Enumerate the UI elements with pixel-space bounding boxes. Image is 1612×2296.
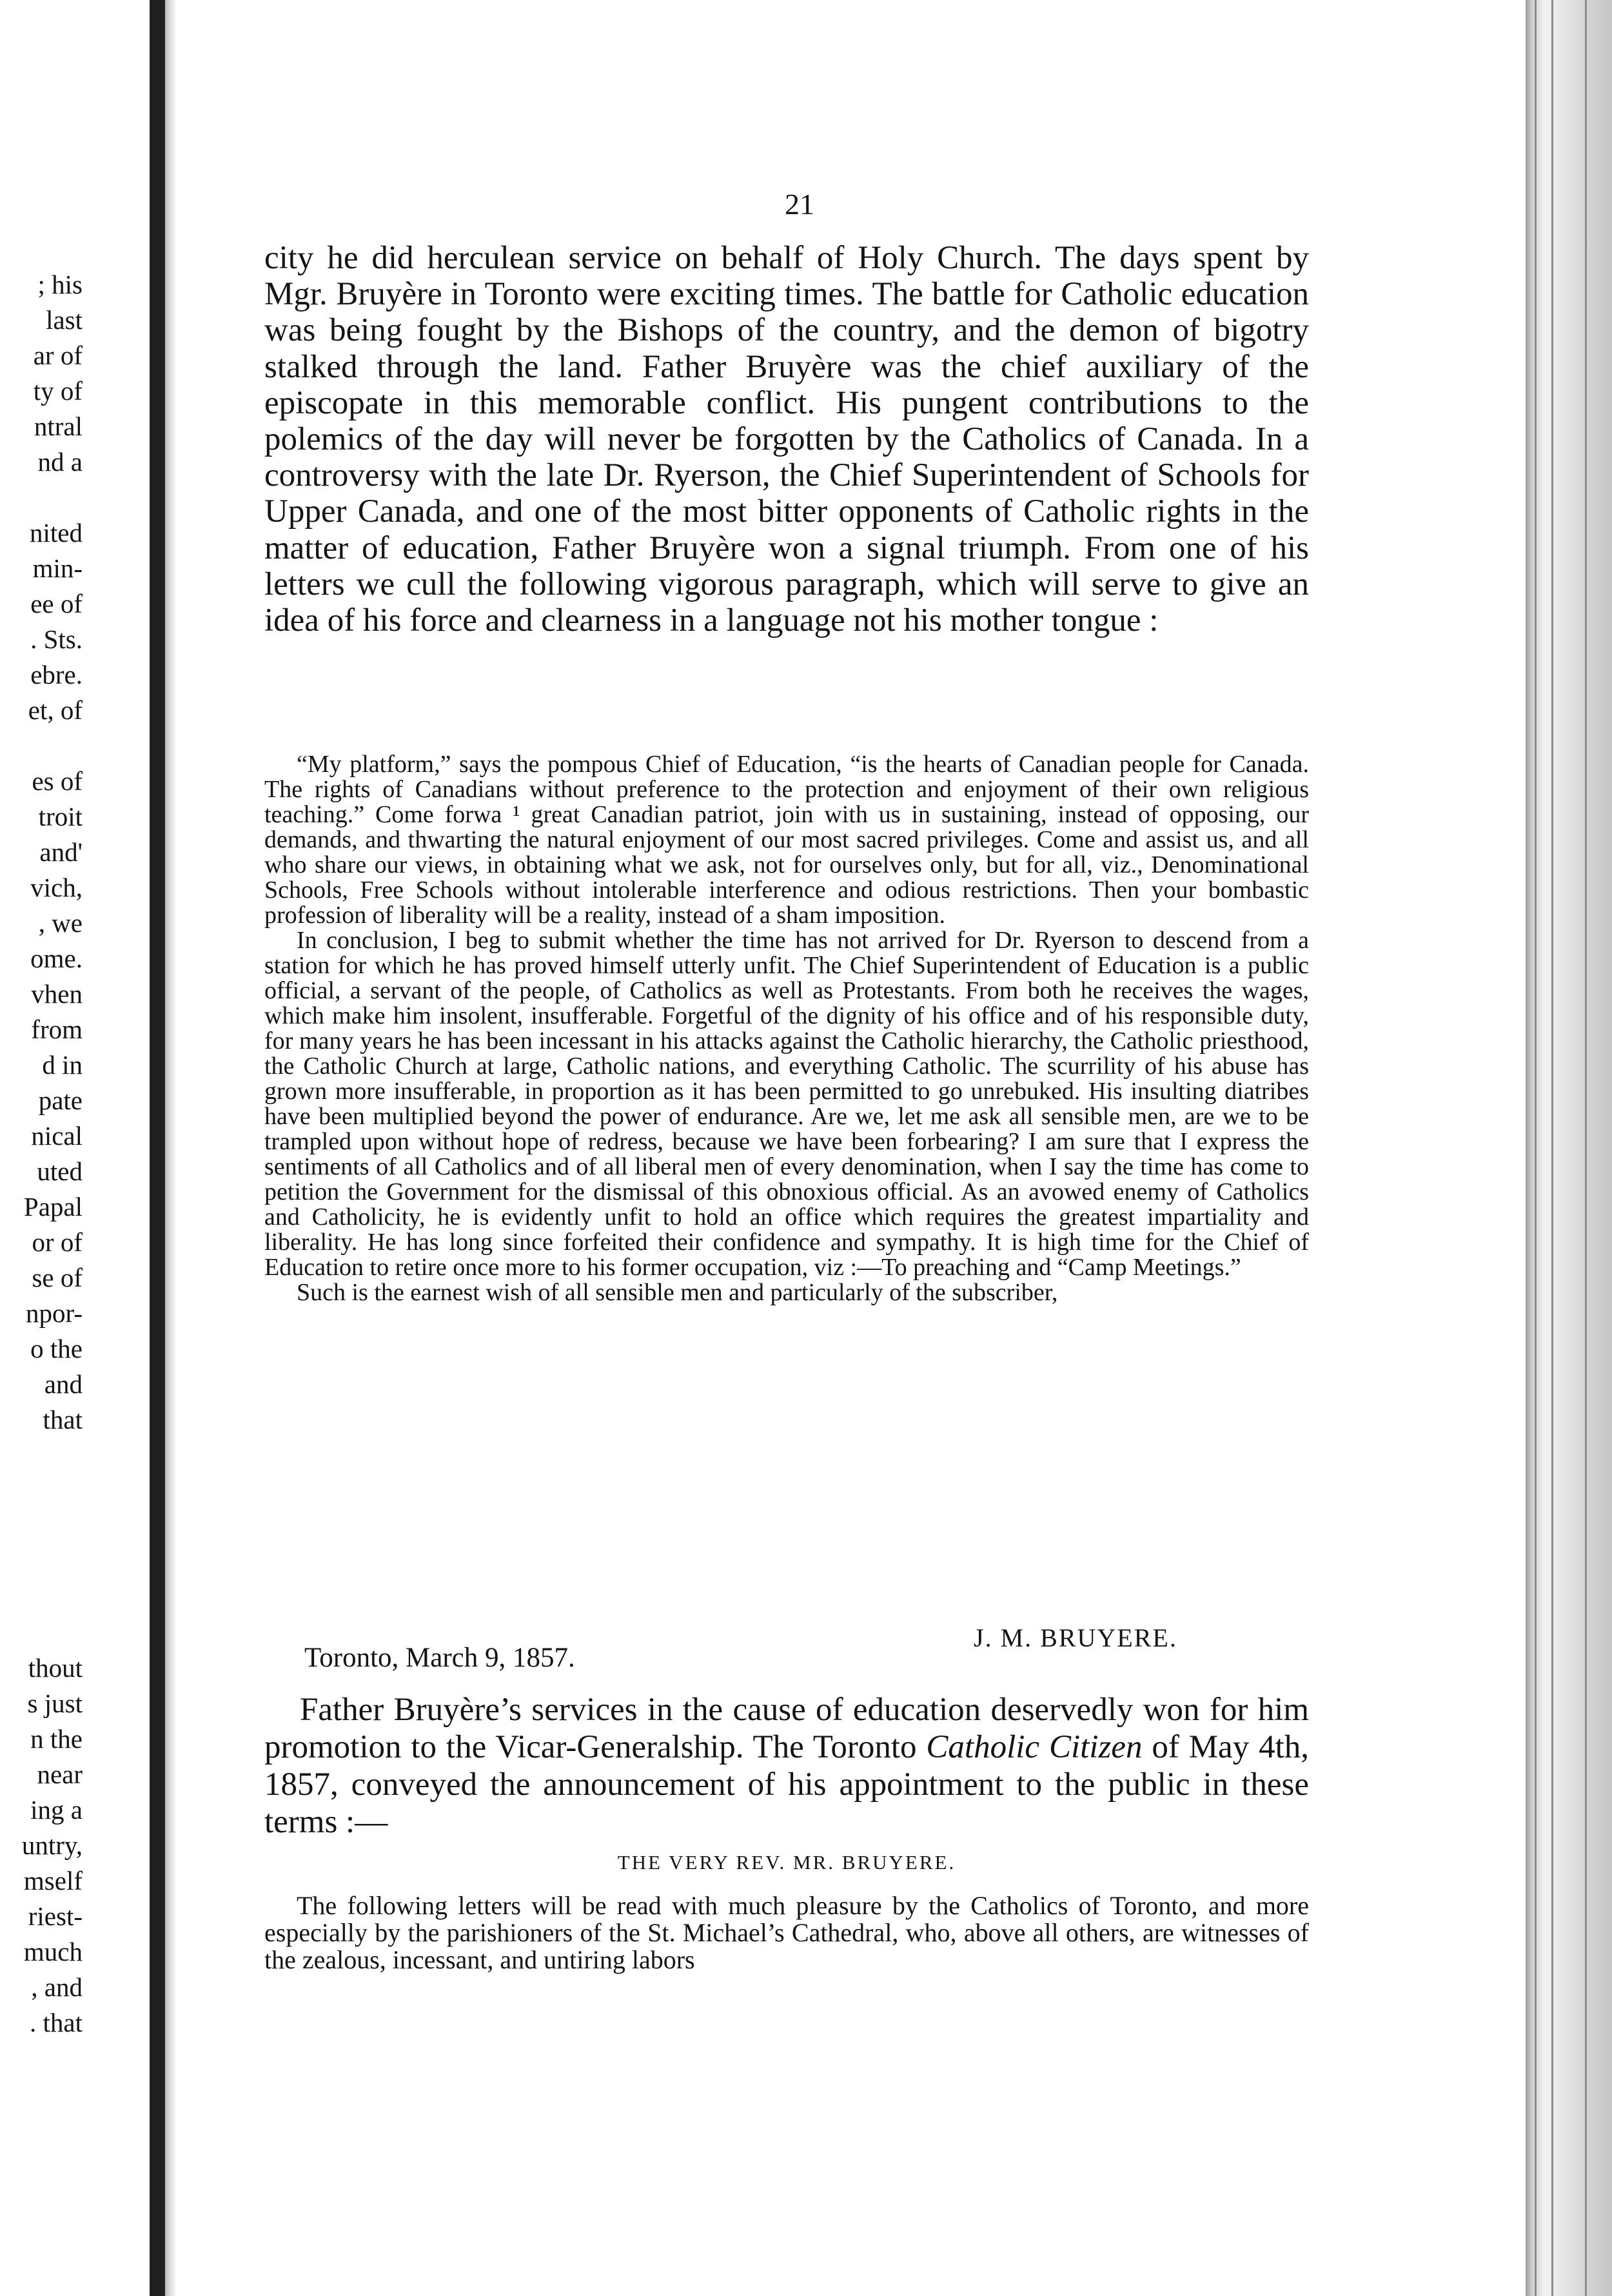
section-heading: THE VERY REV. MR. BRUYERE. bbox=[617, 1851, 956, 1874]
facing-page-line bbox=[0, 1438, 83, 1473]
facing-page-line bbox=[0, 480, 83, 515]
facing-page-line: untry, bbox=[21, 1830, 83, 1860]
facing-page-line: . that bbox=[30, 2008, 83, 2037]
newspaper-title: Catholic Citizen bbox=[926, 1729, 1143, 1765]
gutter-shadow bbox=[165, 0, 177, 2296]
page-edge bbox=[1526, 0, 1612, 2296]
facing-page-line: d in bbox=[42, 1050, 83, 1080]
facing-page-line: from bbox=[31, 1014, 83, 1044]
facing-page-line: ; his bbox=[37, 270, 83, 299]
facing-page-line: riest- bbox=[28, 1901, 83, 1931]
body-paragraph-1: city he did herculean service on behalf of Holy Church. The days spent by Mgr. Bruyère in Toronto were exciting times. The battle for Catholic education was being fought by the Bishops of the country, and the demon of bigotry stalked through the land. Father Bruyère was the chief auxiliary of the episcopate in this memorable conflict. His pungent contributions to the polemics of the day will never be forgotten by the Catholics of Canada. In a controversy with the late Dr. Ryerson, the Chief Superintendent of Schools for Upper Canada, and one of the most bitter opponents of Catholic rights in the matter of education, Father Bruyère won a signal triumph. From one of his letters we cull the following vigorous paragraph, which will serve to give an idea of his force and clearness in a language not his mother tongue : bbox=[264, 240, 1309, 639]
facing-page-line bbox=[0, 1544, 83, 1579]
facing-page-line: ty of bbox=[33, 376, 83, 406]
facing-page-line: much bbox=[23, 1937, 83, 1966]
facing-page-line: vich, bbox=[30, 873, 83, 902]
facing-page bbox=[0, 0, 150, 2296]
paragraph-2-text-a: Father Bruyère’s services in the cause of education deservedly won for him promotion to the Vicar-Generalship. The Toronto bbox=[264, 1692, 1309, 1765]
page-edge-line bbox=[1551, 0, 1553, 2296]
facing-page-line: and bbox=[44, 1369, 83, 1399]
facing-page-text bbox=[0, 267, 83, 2041]
facing-page-line: ing a bbox=[30, 1795, 83, 1825]
page-number: 21 bbox=[785, 188, 814, 221]
letter-dateline: Toronto, March 9, 1857. bbox=[304, 1643, 575, 1673]
facing-page-line: npor- bbox=[26, 1298, 83, 1328]
facing-page-line: min- bbox=[32, 553, 83, 583]
page-edge-line bbox=[1585, 0, 1587, 2296]
letter-signature: J. M. BRUYERE. bbox=[974, 1623, 1177, 1652]
facing-page-line: ome. bbox=[30, 944, 83, 973]
facing-page-line: nd a bbox=[37, 447, 83, 477]
facing-page-line: , and bbox=[31, 1972, 83, 2002]
facing-page-line: Papal bbox=[23, 1192, 83, 1222]
facing-page-line bbox=[0, 1473, 83, 1509]
facing-page-line: ee of bbox=[30, 589, 83, 619]
facing-page-line: that bbox=[43, 1405, 83, 1434]
facing-page-line: n the bbox=[30, 1724, 83, 1754]
facing-page-line bbox=[0, 728, 83, 764]
facing-page-line: o the bbox=[30, 1334, 83, 1363]
facing-page-line: s just bbox=[27, 1688, 83, 1718]
facing-page-line: ebre. bbox=[30, 660, 83, 689]
paragraph-2-text-b: of May 4th, 1857, conveyed the announcement of his appointment to the public in these terms :— bbox=[264, 1729, 1310, 1840]
body-paragraph-2 bbox=[264, 1691, 1309, 1841]
facing-page-line: and' bbox=[39, 837, 83, 867]
block-quote bbox=[264, 752, 1309, 1305]
quote-paragraph-3: Such is the earnest wish of all sensible men and particularly of the subscriber, bbox=[297, 1279, 1058, 1306]
facing-page-line: nical bbox=[31, 1121, 83, 1151]
facing-page-line: mself bbox=[23, 1866, 83, 1895]
facing-page-line: es of bbox=[32, 766, 83, 796]
facing-page-line: last bbox=[46, 305, 83, 335]
facing-page-line: . Sts. bbox=[30, 624, 83, 654]
facing-page-line bbox=[0, 1509, 83, 1544]
facing-page-line: ntral bbox=[34, 411, 83, 441]
facing-page-line: et, of bbox=[28, 695, 83, 725]
facing-page-line: nited bbox=[30, 518, 83, 548]
facing-page-line: pate bbox=[38, 1085, 83, 1115]
facing-page-line: near bbox=[37, 1759, 83, 1789]
facing-page-line: troit bbox=[38, 802, 83, 831]
body-paragraph-3: The following letters will be read with much pleasure by the Catholics of Toronto, and more especially by the parishioners of the St. Michael’s Cathedral, who, above all others, are witnesses of the zealous, incessant, and untiring labors bbox=[264, 1891, 1309, 1974]
facing-page-line bbox=[0, 1615, 83, 1650]
quote-paragraph-1: “My platform,” says the pompous Chief of Education, “is the hearts of Canadian people for Canada. The rights of Canadians without preference to the protection and enjoyment of their own religious teaching.” Come forwa ¹ great Canadian patriot, join with us in sustaining, instead of opposing, our demands, and thwarting the natural enjoyment of our most sacred privileges. Come and assist us, and all who share our views, in obtaining what we ask, not for ourselves only, but for all, viz., Denominational Schools, Free Schools without intolerable interference and odious restrictions. Then your bombastic profession of liberality will be a reality, instead of a sham imposition. bbox=[264, 751, 1309, 929]
facing-page-line: se of bbox=[32, 1263, 83, 1292]
book-gutter bbox=[150, 0, 165, 2296]
facing-page-line: ar of bbox=[33, 341, 83, 370]
facing-page-line: uted bbox=[37, 1156, 83, 1186]
facing-page-line: , we bbox=[38, 908, 83, 938]
facing-page-line: vhen bbox=[31, 979, 83, 1009]
facing-page-line: thout bbox=[28, 1653, 83, 1683]
quote-paragraph-2: In conclusion, I beg to submit whether the time has not arrived for Dr. Ryerson to descend from a station for which he has proved himself utterly unfit. The Chief Superintendent of Education is a public official, a servant of the people, of Catholics as well as Protestants. From both he receives the wages, which make him insolent, insufferable. Forgetful of the dignity of his office and of his responsible duty, for many years he has been incessant in his attacks against the Catholic hierarchy, the Catholic priesthood, the Catholic Church at large, Catholic nations, and everything Catholic. The scurrility of his abuse has grown more insufferable, in proportion as it has been permitted to go unrebuked. His insulting diatribes have been multiplied beyond the power of endurance. Are we, let me ask all sensible men, are we to be trampled upon without hope of redress, because we have been forbearing? I am sure that I express the sentiments of all Catholics and of all liberal men of every denomination, when I say the time has come to petition the Government for the dismissal of this obnoxious official. As an avowed enemy of Catholics and Catholicity, he is evidently unfit to hold an office which requires the greatest impartiality and liberality. He has long since forfeited their confidence and sympathy. It is high time for the Chief of Education to retire once more to his former occupation, viz :—To preaching and “Camp Meetings.” bbox=[264, 927, 1309, 1281]
facing-page-line: or of bbox=[32, 1227, 83, 1257]
facing-page-line bbox=[0, 1579, 83, 1615]
page-edge-line bbox=[1535, 0, 1537, 2296]
